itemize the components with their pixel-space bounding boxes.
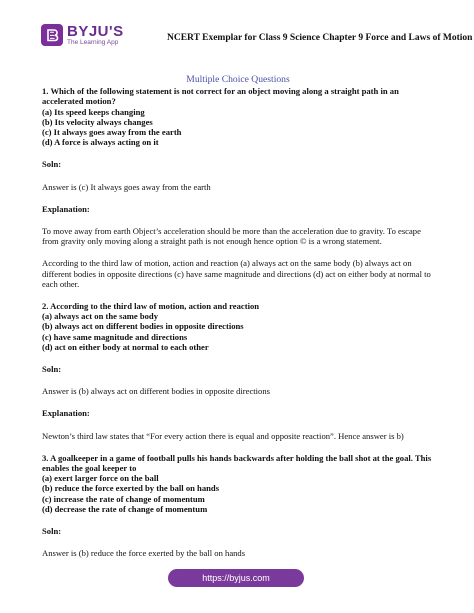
option-b: (b) always act on different bodies in opposite directions <box>42 321 244 332</box>
option-c: (c) have same magnitude and directions <box>42 331 188 342</box>
question-block-1 <box>42 86 434 289</box>
option-c: (c) It always goes away from the earth <box>42 127 182 138</box>
question-text: 3. A goalkeeper in a game of football pulls his hands backwards after holding the ball shot at the goal. This enables the goal keeper to <box>42 452 432 474</box>
document-title: NCERT Exemplar for Class 9 Science Chapter 9 Force and Laws of Motion <box>167 33 473 43</box>
soln-label: Soln: <box>42 159 62 170</box>
option-d: (d) decrease the rate of change of momentum <box>42 503 208 514</box>
question-text: 1. Which of the following statement is not correct for an object moving along a straight path in an accelerated motion? <box>42 86 399 107</box>
question-text: 2. According to the third law of motion, action and reaction <box>42 301 260 312</box>
option-a: (a) exert larger force on the ball <box>42 473 159 484</box>
soln-label: Soln: <box>42 526 62 537</box>
answer-text: Answer is (b) always act on different bodies in opposite directions <box>42 386 270 397</box>
explanation-label: Explanation: <box>42 203 90 214</box>
soln-label: Soln: <box>42 364 62 375</box>
option-d: (d) act on either body at normal to each other <box>42 341 209 352</box>
option-b: (b) Its velocity always changes <box>42 116 153 127</box>
option-a: (a) always act on the same body <box>42 311 159 322</box>
page-header <box>0 0 474 60</box>
answer-text: Answer is (b) reduce the force exerted by the ball on hands <box>42 548 246 559</box>
option-a: (a) Its speed keeps changing <box>42 106 145 117</box>
byjus-logo[interactable] <box>41 24 124 47</box>
option-b: (b) reduce the force exerted by the ball on hands <box>42 483 220 494</box>
logo-text <box>67 24 124 47</box>
explanation-label: Explanation: <box>42 408 90 419</box>
document-body <box>42 75 434 559</box>
section-title: Multiple Choice Questions <box>186 74 290 85</box>
explanation-text: Newton’s third law states that “For every action there is equal and opposite reaction”. Hence answer is b) <box>42 430 404 441</box>
option-d: (d) A force is always acting on it <box>42 137 159 148</box>
explanation-text: To move away from earth Object’s acceleration should be more than the acceleration due to gravity. To escape from gravity only moving along a straight path is not enough hence option © is a wrong statement. <box>42 226 421 247</box>
byjus-logo-icon <box>41 24 63 46</box>
option-c: (c) increase the rate of change of momentum <box>42 493 205 504</box>
brand-tagline: The Learning App <box>67 39 119 46</box>
question-block-3 <box>42 453 434 559</box>
website-link[interactable]: https://byjus.com <box>168 569 304 587</box>
brand-name: BYJU'S <box>67 23 124 40</box>
explanation-text: According to the third law of motion, action and reaction (a) always act on the same body (b) always act on different bodies in opposite directions (c) have same magnitude and directions (d) act on either body at normal to each other. <box>42 258 431 289</box>
question-block-2 <box>42 301 434 441</box>
answer-text: Answer is (c) It always goes away from the earth <box>42 181 211 192</box>
